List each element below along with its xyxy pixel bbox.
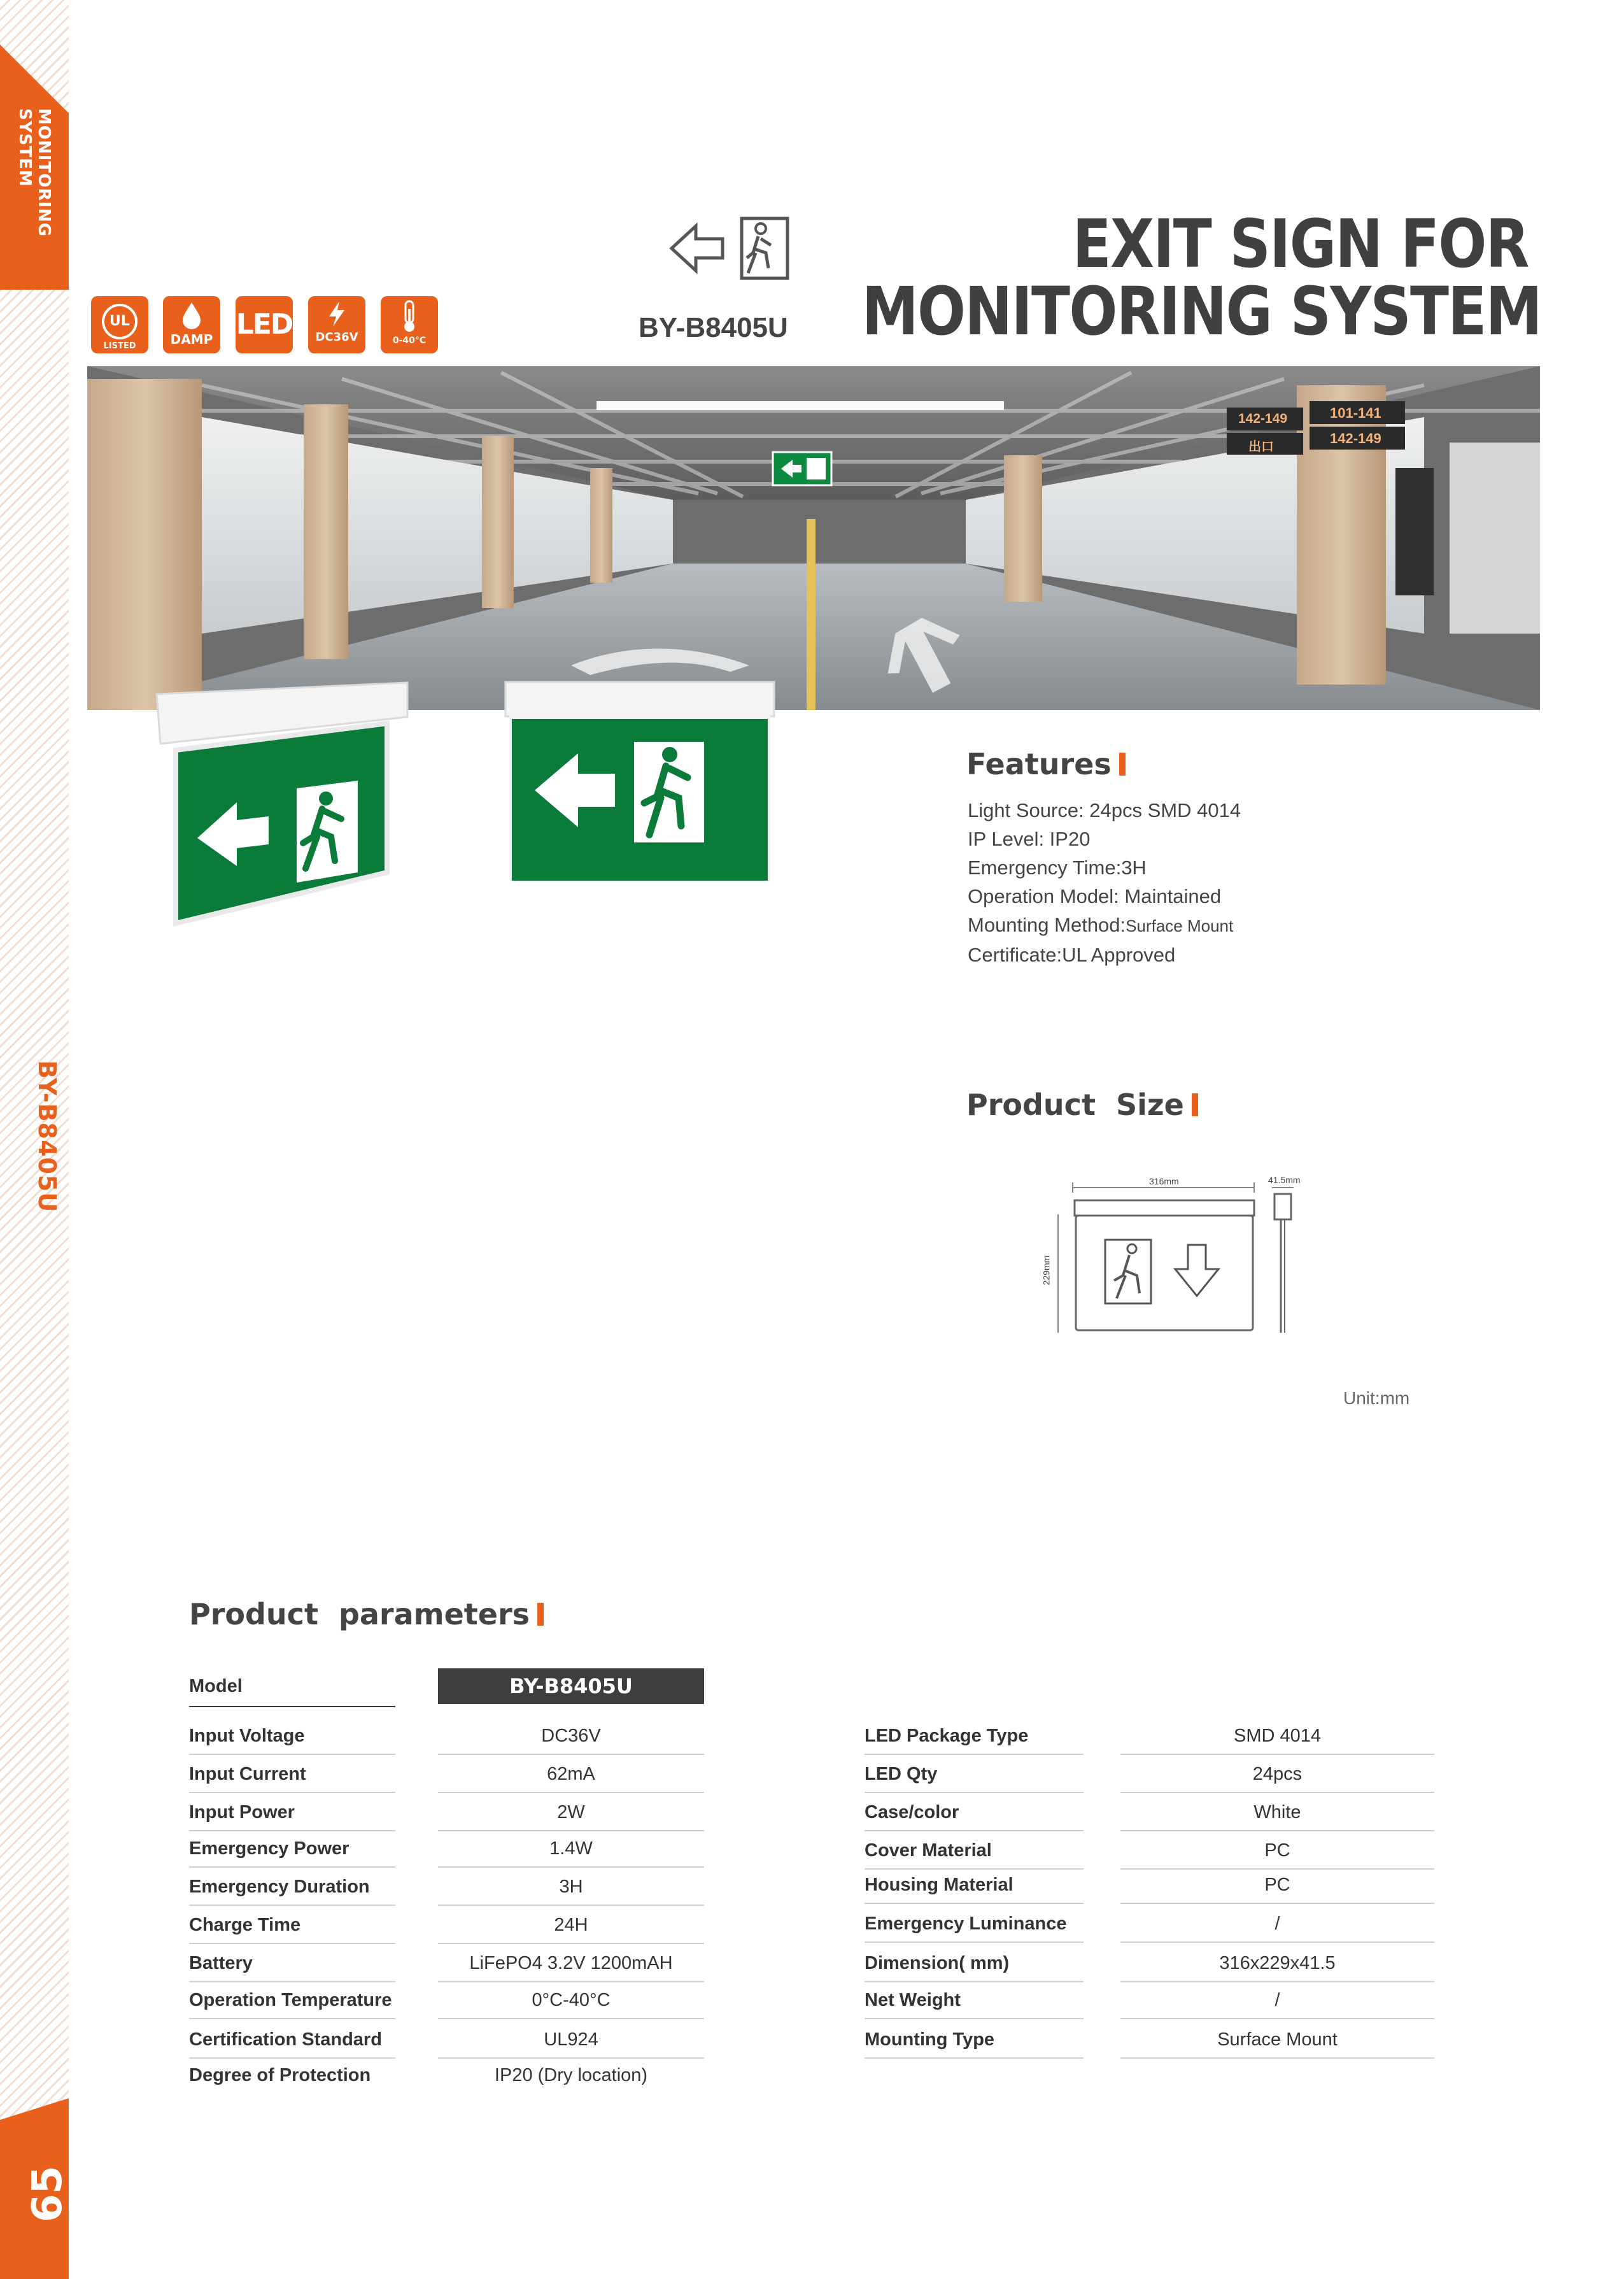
row-divider — [438, 1943, 704, 1944]
row-divider — [1120, 1830, 1434, 1831]
product-size-heading-text: Product Size — [966, 1088, 1184, 1122]
param-label: LED Qty — [865, 1764, 938, 1784]
hero-sign-left: 142-149 — [1238, 411, 1288, 426]
param-label-model: Model — [189, 1676, 243, 1696]
model-underline — [189, 1706, 395, 1707]
param-label: Cover Material — [865, 1840, 992, 1861]
temperature-icon: 0-40°C — [381, 296, 438, 353]
row-divider — [1120, 1754, 1434, 1755]
row-divider — [1120, 1942, 1434, 1943]
hero-sign-right-bottom: 142-149 — [1330, 430, 1381, 446]
row-divider — [1120, 1868, 1434, 1870]
row-divider — [1120, 2018, 1434, 2019]
row-divider — [438, 2018, 704, 2019]
row-divider — [438, 1866, 704, 1868]
page-title-line2: MONITORING SYSTEM — [861, 273, 1541, 350]
row-divider — [438, 1754, 704, 1755]
param-model-value: BY-B8405U — [438, 1668, 704, 1704]
row-divider — [189, 1905, 395, 1906]
features-heading-text: Features — [966, 747, 1112, 781]
row-divider — [865, 1830, 1084, 1831]
row-divider — [865, 1942, 1084, 1943]
row-divider — [438, 1905, 704, 1906]
param-value: 1.4W — [549, 1838, 593, 1859]
product-photo-front — [503, 677, 777, 884]
param-value: 2W — [557, 1802, 585, 1822]
exit-sign-icon — [665, 213, 793, 287]
feature-item: Operation Model: Maintained — [968, 885, 1222, 907]
row-divider — [438, 1981, 704, 1982]
page-title-line1: EXIT SIGN FOR — [1072, 205, 1529, 283]
side-model-label: BY-B8405U — [33, 1060, 61, 1213]
feature-item: Certificate:UL Approved — [968, 944, 1176, 966]
row-divider — [189, 1754, 395, 1755]
param-label: Battery — [189, 1953, 253, 1973]
row-divider — [865, 1981, 1084, 1982]
param-label: Case/color — [865, 1802, 959, 1822]
param-value: White — [1253, 1802, 1301, 1822]
row-divider — [865, 2018, 1084, 2019]
section-label-line2: SYSTEM — [15, 108, 34, 187]
ul-listed-icon: UL LISTED — [91, 296, 148, 353]
param-value: 24H — [554, 1915, 588, 1935]
row-divider — [189, 2057, 395, 2059]
feature-item: Mounting Method:Surface Mount — [968, 914, 1234, 936]
feature-item: Light Source: 24pcs SMD 4014 — [968, 799, 1241, 821]
row-divider — [865, 1792, 1084, 1793]
row-divider — [438, 2057, 704, 2059]
row-divider — [189, 1981, 395, 1982]
param-value: Surface Mount — [1217, 2029, 1338, 2050]
heading-accent-bar — [1119, 753, 1126, 776]
param-label: Input Current — [189, 1764, 306, 1784]
section-label-line1: MONITORING — [34, 108, 53, 238]
row-divider — [1120, 2057, 1434, 2059]
param-value: UL924 — [544, 2029, 598, 2050]
row-divider — [438, 1830, 704, 1831]
features-heading — [966, 747, 1126, 781]
hero-sign-right-top: 101-141 — [1330, 405, 1381, 421]
param-label: Input Power — [189, 1802, 295, 1822]
param-value: DC36V — [541, 1726, 601, 1746]
row-divider — [189, 1792, 395, 1793]
row-divider — [189, 1830, 395, 1831]
parameters-heading — [189, 1597, 544, 1631]
row-divider — [438, 1792, 704, 1793]
led-icon: LED — [236, 296, 293, 353]
param-label: Degree of Protection — [189, 2065, 371, 2085]
row-divider — [865, 1754, 1084, 1755]
hero-photo — [87, 366, 1540, 710]
row-divider — [865, 2057, 1084, 2059]
dc36v-icon: DC36V — [308, 296, 365, 353]
param-value: PC — [1264, 1840, 1290, 1861]
param-label: Mounting Type — [865, 2029, 995, 2050]
param-label: Emergency Luminance — [865, 1913, 1067, 1934]
heading-accent-bar — [537, 1603, 544, 1626]
parameters-heading-text: Product parameters — [189, 1597, 530, 1631]
row-divider — [189, 1866, 395, 1868]
row-divider — [1120, 1903, 1434, 1904]
row-divider — [189, 1943, 395, 1944]
row-divider — [1120, 1981, 1434, 1982]
hero-sign-exit-text: 出口 — [1248, 440, 1274, 454]
row-divider — [865, 1868, 1084, 1870]
param-label: Charge Time — [189, 1915, 301, 1935]
param-value: SMD 4014 — [1233, 1726, 1321, 1746]
param-label: Emergency Duration — [189, 1877, 370, 1897]
param-label: Operation Temperature — [189, 1990, 392, 2010]
section-label — [15, 108, 53, 237]
param-label: Net Weight — [865, 1990, 961, 2010]
row-divider — [1120, 1792, 1434, 1793]
header-model: BY-B8405U — [639, 312, 788, 343]
damp-icon: DAMP — [163, 296, 220, 353]
heading-accent-bar — [1192, 1093, 1198, 1116]
param-value: IP20 (Dry location) — [494, 2065, 648, 2085]
param-label: Housing Material — [865, 1875, 1013, 1895]
param-value: 3H — [559, 1877, 583, 1897]
param-value: / — [1274, 1990, 1280, 2010]
param-value: LiFePO4 3.2V 1200mAH — [469, 1953, 673, 1973]
param-label: Dimension( mm) — [865, 1953, 1010, 1973]
row-divider — [189, 2018, 395, 2019]
height-dimension-label: 229mm — [1041, 1255, 1052, 1286]
feature-item: Emergency Time:3H — [968, 856, 1147, 879]
param-value: PC — [1264, 1875, 1290, 1895]
product-photo-angled — [153, 680, 458, 938]
param-label: Emergency Power — [189, 1838, 350, 1859]
param-value: 62mA — [547, 1764, 595, 1784]
depth-dimension-label: 41.5mm — [1268, 1175, 1301, 1185]
width-dimension-label: 316mm — [1149, 1176, 1179, 1186]
features-list — [968, 796, 1241, 969]
row-divider — [865, 1903, 1084, 1904]
feature-item: IP Level: IP20 — [968, 828, 1091, 850]
param-label: LED Package Type — [865, 1726, 1029, 1746]
param-label: Certification Standard — [189, 2029, 382, 2050]
product-size-heading — [966, 1088, 1198, 1122]
page-number: 65 — [24, 2165, 71, 2222]
unit-note: Unit:mm — [1343, 1388, 1410, 1408]
param-value: / — [1274, 1913, 1280, 1934]
dimension-drawing — [1041, 1168, 1331, 1347]
param-value: 316x229x41.5 — [1219, 1953, 1336, 1973]
param-value: 0°C-40°C — [532, 1990, 611, 2010]
param-value: 24pcs — [1252, 1764, 1303, 1784]
param-label: Input Voltage — [189, 1726, 305, 1746]
